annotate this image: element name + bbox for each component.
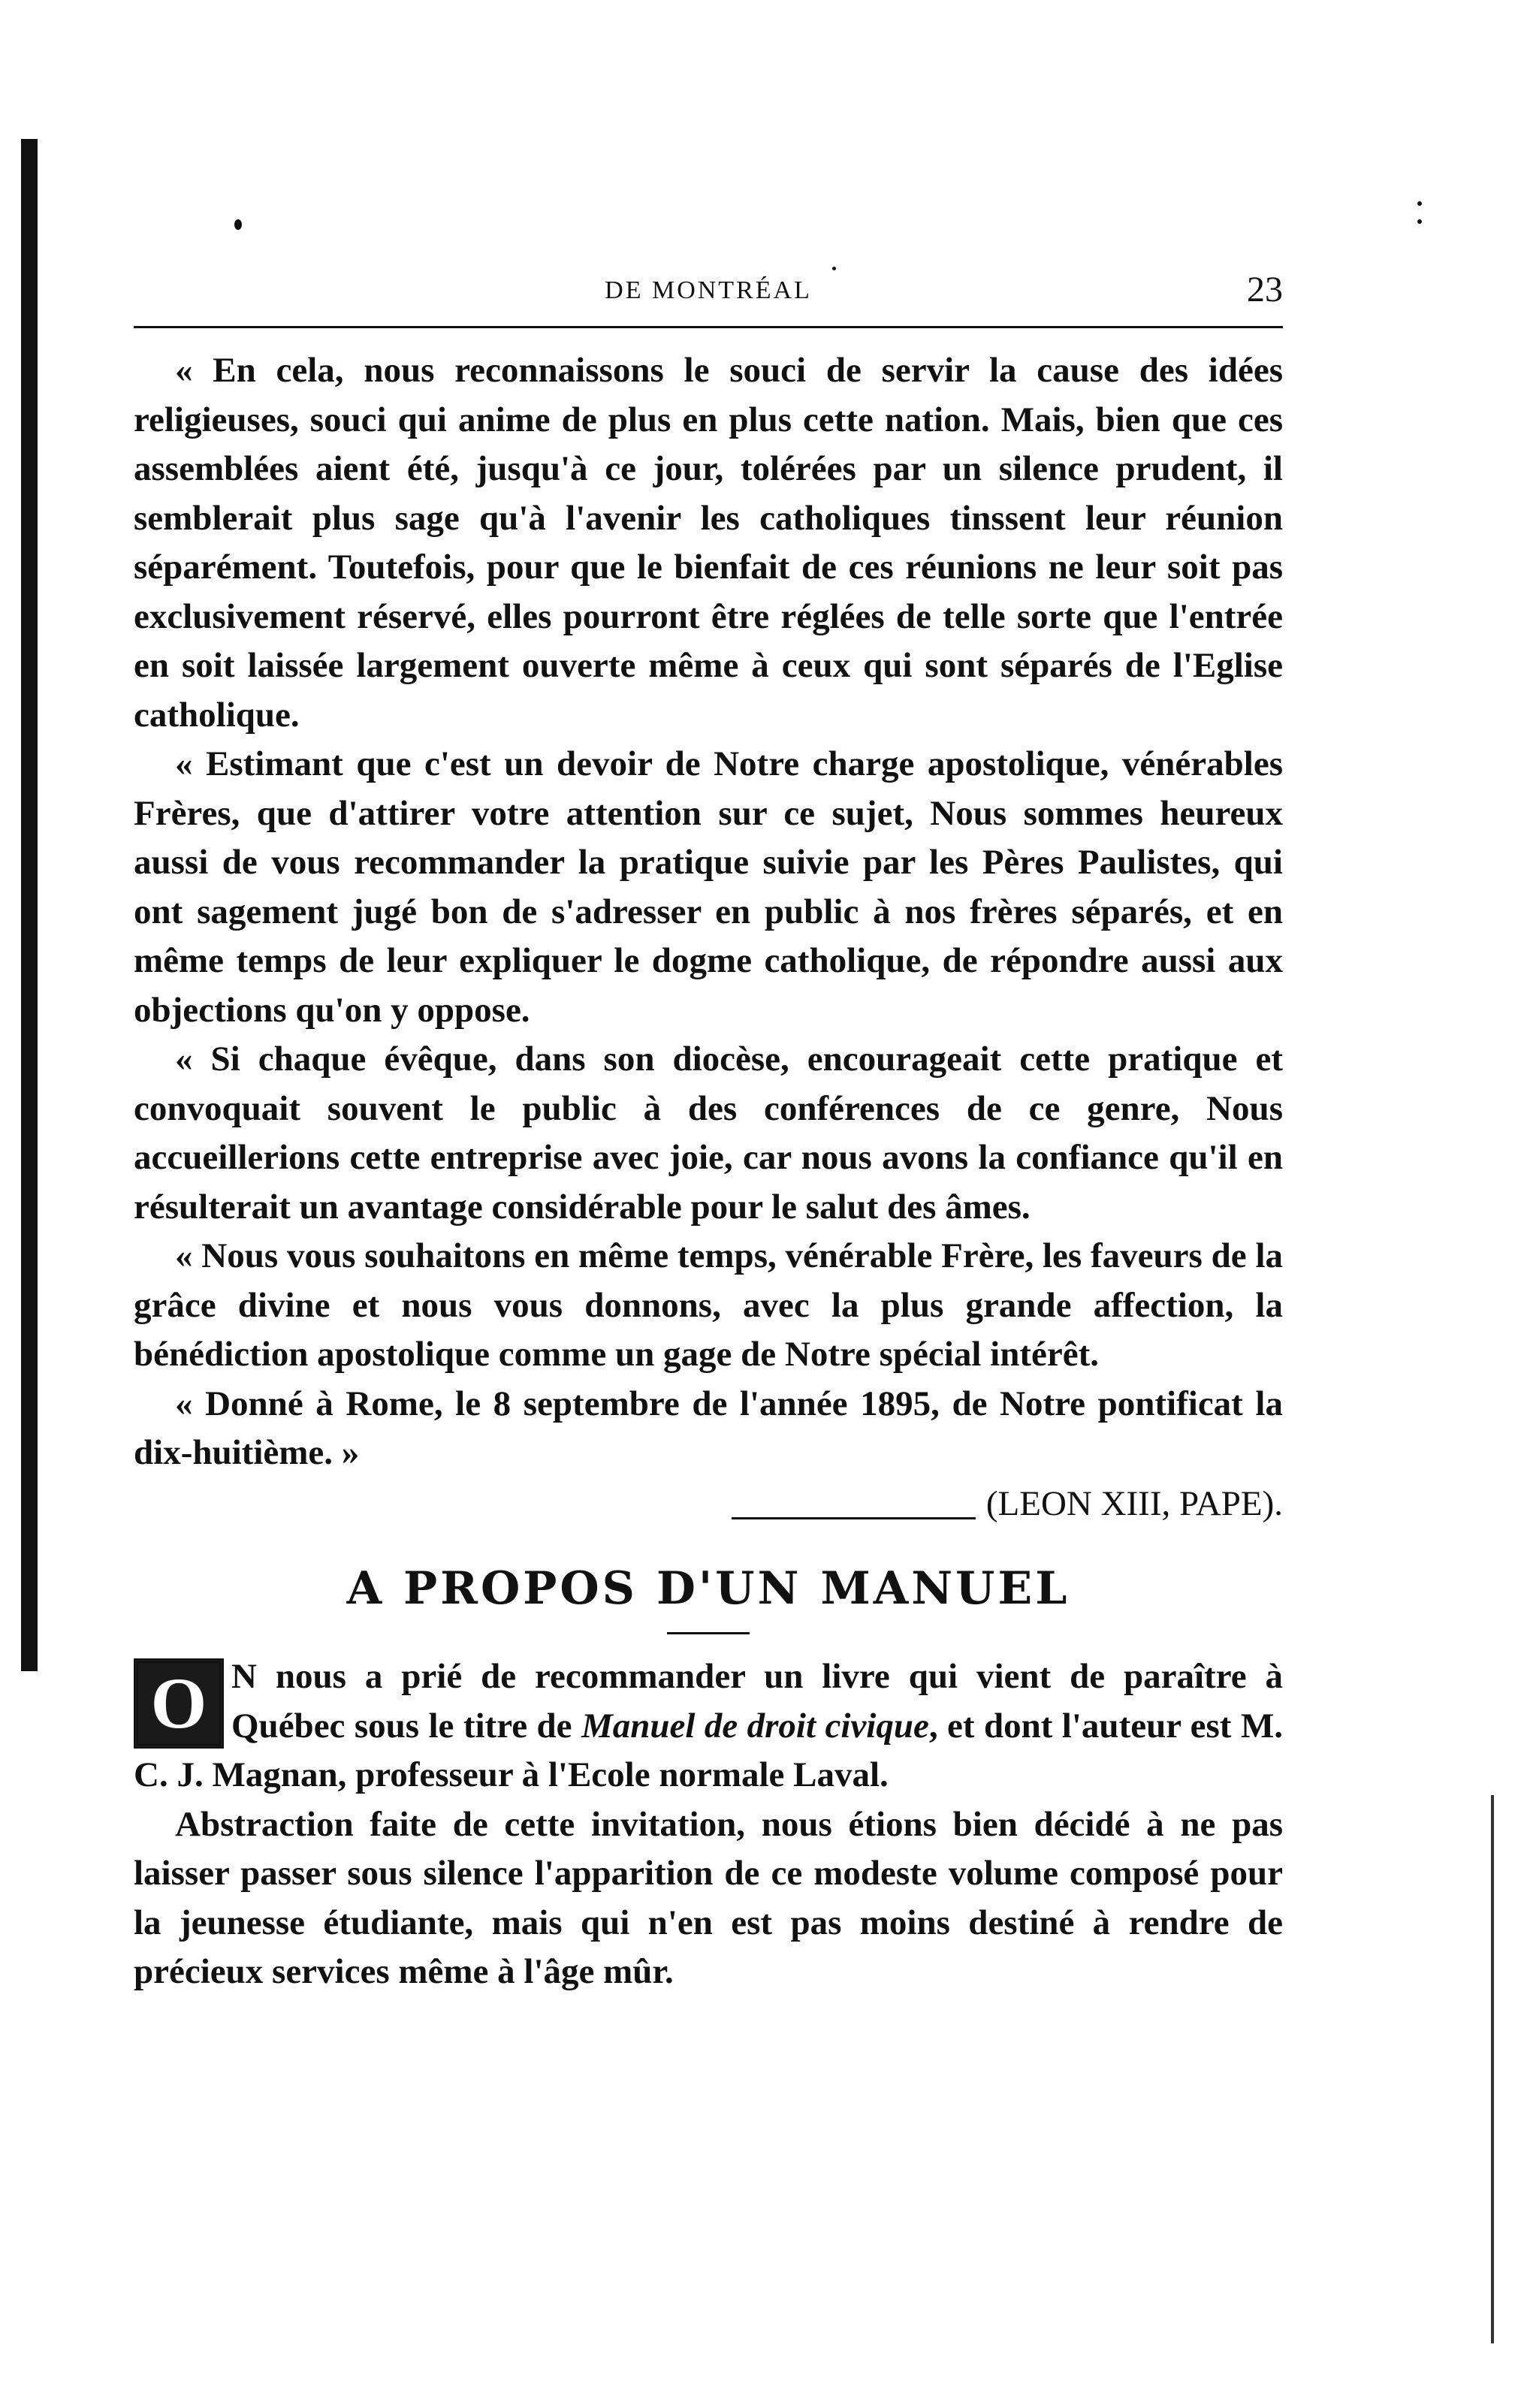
letter-body — [134, 346, 1283, 1997]
signature: (LEON XIII, PAPE). — [985, 1483, 1283, 1523]
running-head — [134, 255, 1283, 323]
ink-speck — [234, 219, 242, 230]
letter-paragraph: « Estimant que c'est un devoir de Notre charge apostolique, vénérables Frères, que d'attirer votre attention sur ce sujet, Nous sommes heureux aussi de vous recommander la pratique suivie par les Pères Paulistes, qui ont sagement jugé bon de s'adresser en public à nos frères séparés, et en même temps de leur expliquer le dogme catholique, de répondre aussi aux objections qu'on y oppose. — [134, 744, 1283, 1030]
page-number: 23 — [1247, 270, 1283, 309]
letter-paragraph: « En cela, nous reconnaissons le souci de servir la cause des idées religieuses, souci qui anime de plus en plus cette nation. Mais, bien que ces assemblées aient été, jusqu'à ce jour, tolérées par un silence prudent, il semblerait plus sage qu'à l'avenir les catholiques tinssent leur réunion séparément. Toutefois, pour que le bienfait de ces réunions ne leur soit pas exclusivement réservé, elles pourront être réglées de telle sorte que l'entrée en soit laissée largement ouverte même à ceux qui sont séparés de l'Eglise catholique. — [134, 351, 1283, 735]
letter-paragraph: « Donné à Rome, le 8 septembre de l'année 1895, de Notre pontificat la dix-huitième. » — [134, 1384, 1283, 1472]
title-rule — [667, 1632, 750, 1634]
article-text: N nous a prié de recommander un livre qui vient de paraître à Québec sous le titre de — [231, 1657, 1283, 1746]
signature-row — [134, 1480, 1283, 1529]
letter-paragraph: « Si chaque évêque, dans son diocèse, encourageait cette pratique et convoquait souvent le public à des conférences de ce genre, Nous accueillerions cette entreprise avec joie, car nous avons la confiance qu'il en résulterait un avantage considérable pour le salut des âmes. — [134, 1040, 1283, 1227]
page-column — [134, 255, 1283, 1997]
article-paragraph: Abstraction faite de cette invitation, nous étions bien décidé à ne pas laisser passer sous silence l'apparition de ce modeste volume composé pour la jeunesse étudiante, mais qui n'en est pas moins destiné à rendre de précieux services même à l'âge mûr. — [134, 1804, 1283, 1991]
article-text: , et dont l'auteur est M. C. J. Magnan, professeur à l'Ecole normale Laval. — [134, 1706, 1283, 1794]
ink-speck — [1417, 201, 1422, 206]
book-title: Manuel de droit civique — [581, 1706, 929, 1746]
running-title: DE MONTRÉAL — [605, 276, 812, 304]
ink-speck — [1417, 219, 1422, 224]
binding-edge-shadow — [21, 139, 38, 1671]
header-rule — [134, 326, 1283, 328]
margin-scan-line — [1491, 1795, 1494, 2343]
letter-paragraph: « Nous vous souhaitons en même temps, vénérable Frère, les faveurs de la grâce divine et nous vous donnons, avec la plus grande affection, la bénédiction apostolique comme un gage de Notre spécial intérêt. — [134, 1236, 1283, 1374]
section-title: A PROPOS D'UN MANUEL — [346, 1562, 1070, 1615]
drop-cap-ornament: O — [134, 1658, 224, 1749]
signature-line — [732, 1517, 976, 1519]
article-paragraph — [134, 1652, 1283, 1800]
